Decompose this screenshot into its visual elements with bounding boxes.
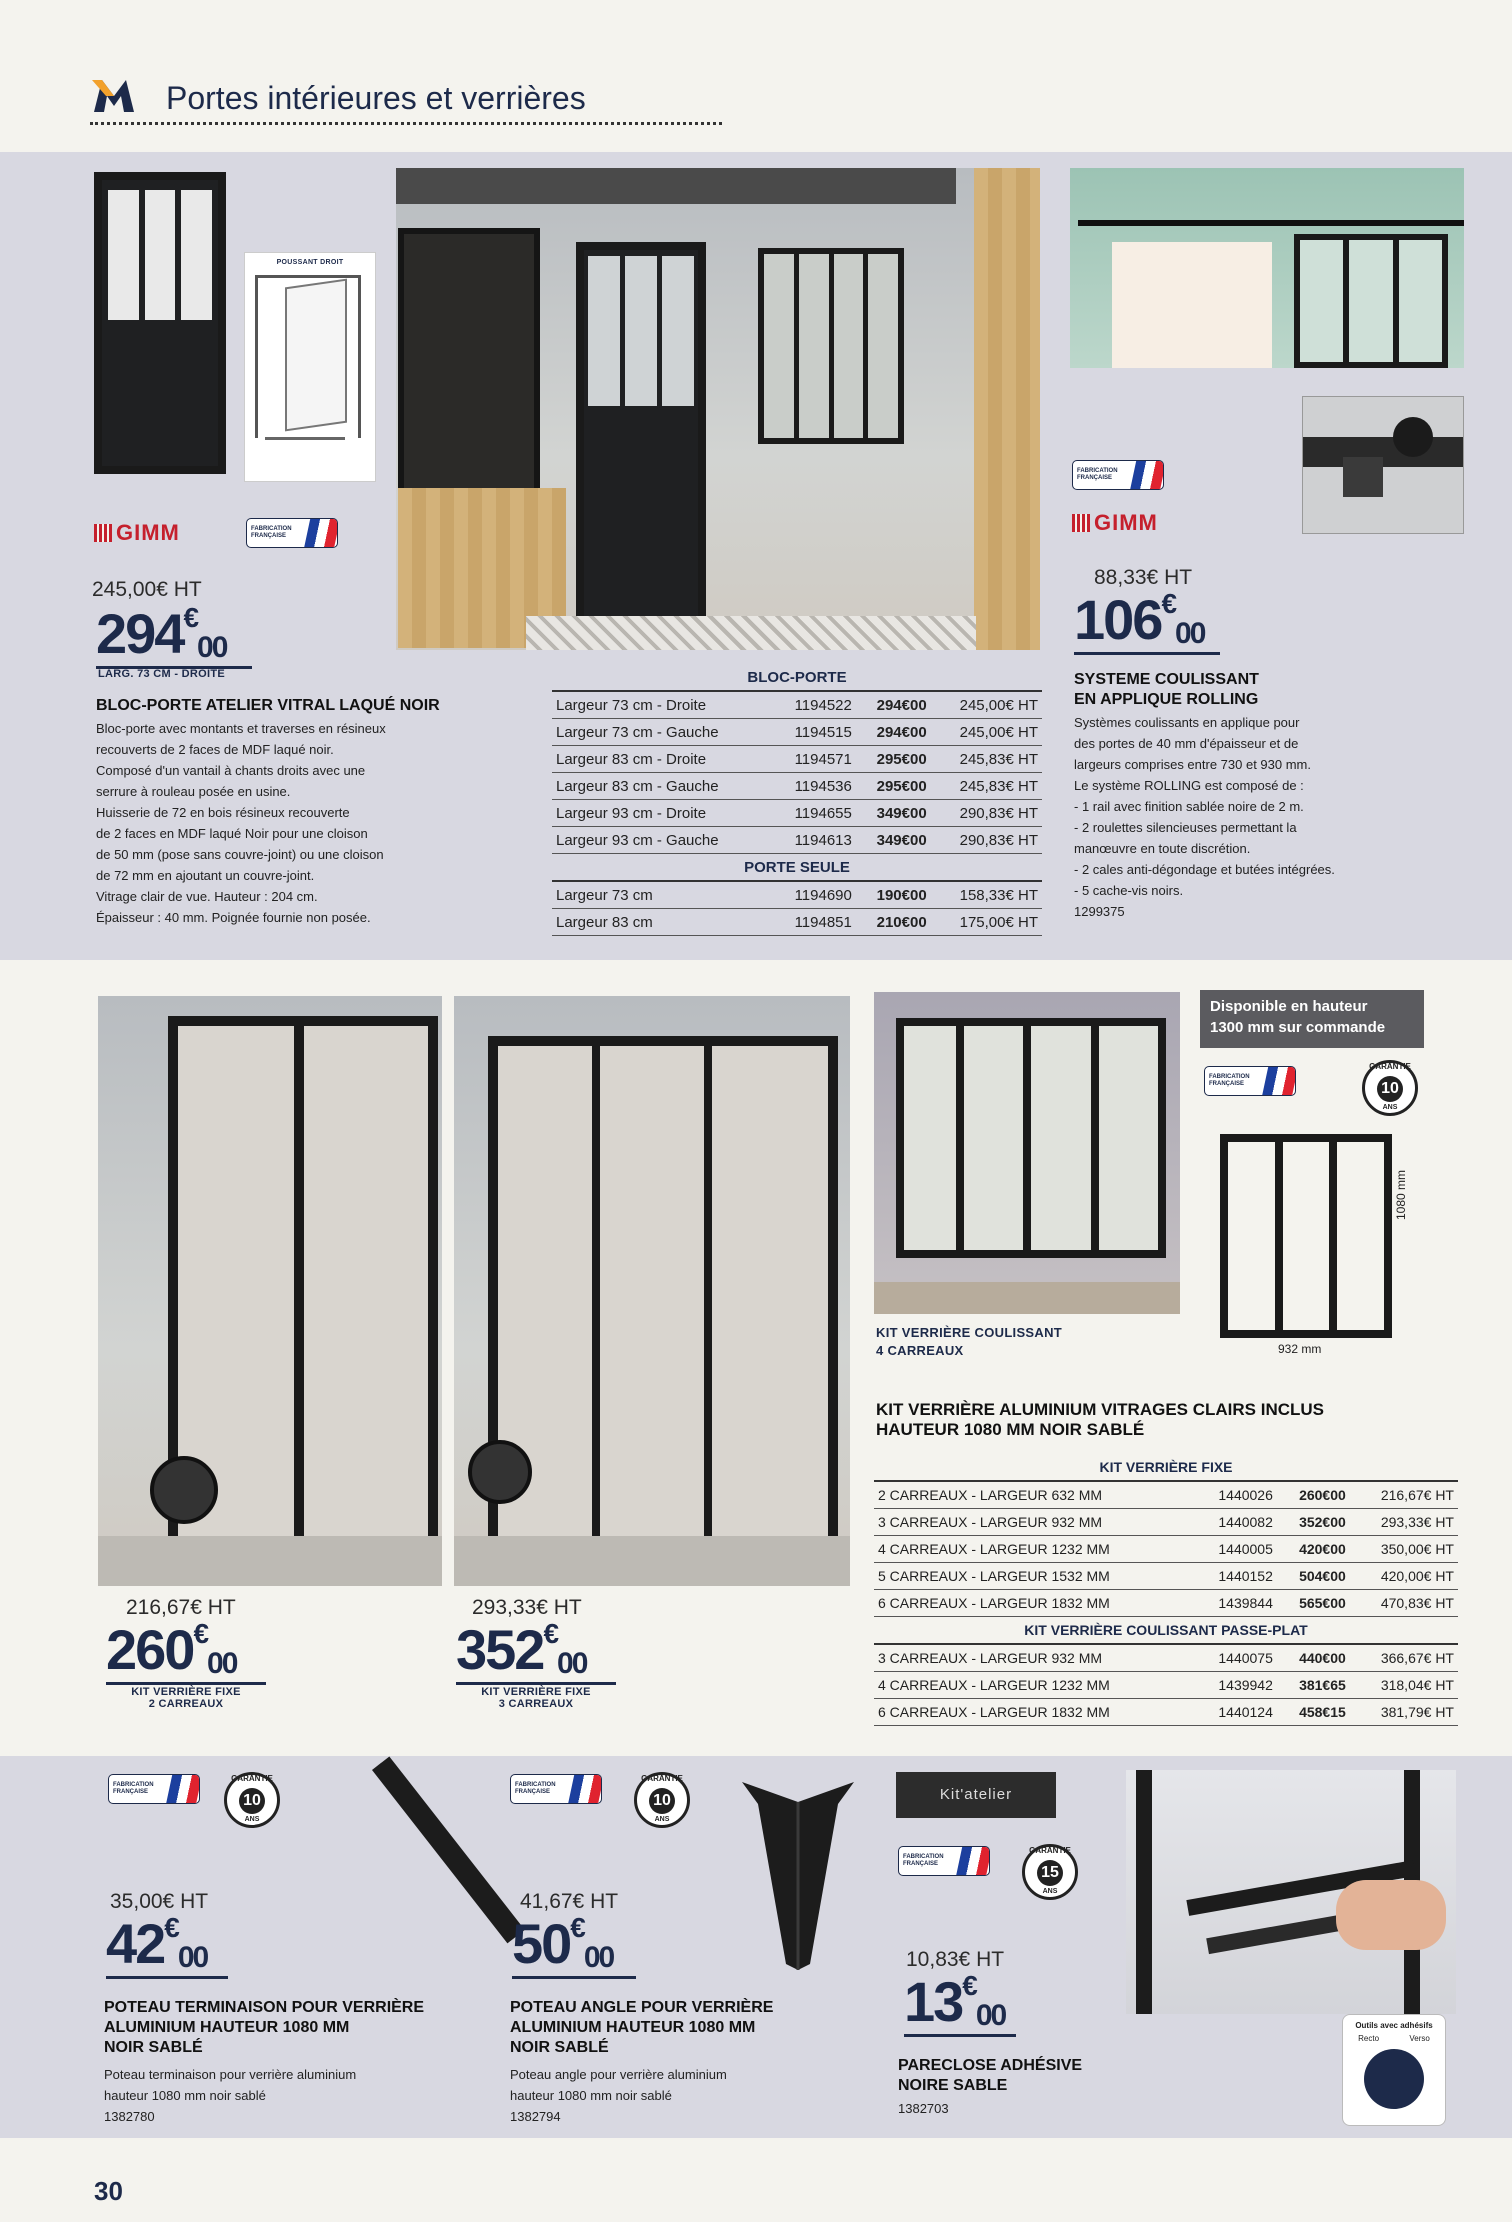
poteau-term-title: POTEAU TERMINAISON POUR VERRIÈRE ALUMINIUM HAUTEUR 1080 MM NOIR SABLÉ (104, 1999, 425, 2056)
row-label: Largeur 83 cm - Gauche (552, 773, 772, 800)
header-divider (90, 122, 722, 125)
row-ref: 1440124 (1194, 1699, 1277, 1726)
pareclose-title: PARECLOSE ADHÉSIVE NOIRE SABLE (898, 2057, 1083, 2094)
table-section-header (552, 664, 1042, 691)
row-ref: 1194851 (772, 909, 856, 936)
row-label: Largeur 73 cm - Gauche (552, 719, 772, 746)
product-description (96, 718, 536, 928)
table-row (552, 881, 1042, 909)
section-title: KIT VERRIÈRE COULISSANT PASSE-PLAT (874, 1617, 1458, 1645)
text-line: - 1 rail avec finition sablée noire de 2 m. (1074, 799, 1304, 814)
row-price-ht: 470,83€ HT (1350, 1590, 1458, 1617)
row-price-ht: 175,00€ HT (931, 909, 1042, 936)
page-title: Portes intérieures et verrières (166, 80, 586, 116)
row-price-ttc: 190€00 (856, 881, 931, 909)
text-line: Bloc-porte avec montants et traverses en résineux (96, 721, 386, 736)
rolling-room-photo (1070, 168, 1464, 368)
row-ref: 1440082 (1194, 1509, 1277, 1536)
text-line: Systèmes coulissants en applique pour (1074, 715, 1300, 730)
poteau-term-desc: Poteau terminaison pour verrière aluminium hauteur 1080 mm noir sablé 1382780 (104, 2067, 357, 2124)
price-ttc-2: 106€00 (1074, 592, 1220, 655)
row-label: 6 CARREAUX - LARGEUR 1832 MM (874, 1590, 1194, 1617)
price-ht-4: 293,33€ HT (472, 1596, 582, 1619)
verriere-table (874, 1454, 1458, 1726)
row-ref: 1440005 (1194, 1536, 1277, 1563)
verriere-3-photo (454, 996, 850, 1586)
text-line: - 2 roulettes silencieuses permettant la (1074, 820, 1297, 835)
product-description-2 (1074, 712, 1484, 922)
row-price-ht: 350,00€ HT (1350, 1536, 1458, 1563)
table-row (552, 909, 1042, 936)
row-ref: 1194536 (772, 773, 856, 800)
row-price-ttc: 294€00 (856, 691, 931, 719)
row-ref: 1194655 (772, 800, 856, 827)
price-ht: 245,00€ HT (92, 578, 202, 601)
price-ht-5: 35,00€ HT (110, 1890, 209, 1913)
table-row (874, 1590, 1458, 1617)
row-ref: 1194690 (772, 881, 856, 909)
row-label: 6 CARREAUX - LARGEUR 1832 MM (874, 1699, 1194, 1726)
table-row (874, 1509, 1458, 1536)
page-number: 30 (94, 2176, 123, 2206)
text-line: Huisserie de 72 en bois résineux recouverte (96, 805, 350, 820)
price-ht-2: 88,33€ HT (1094, 566, 1193, 589)
garantie-10-badge-3: GARANTIE 10 ANS (634, 1772, 690, 1828)
gimm-logo-2: GIMM (1072, 510, 1158, 536)
row-price-ttc: 458€15 (1277, 1699, 1350, 1726)
row-ref: 1439942 (1194, 1672, 1277, 1699)
brand-logo-icon (92, 78, 136, 114)
text-line: - 2 cales anti-dégondage et butées intégrées. (1074, 862, 1335, 877)
row-label: 4 CARREAUX - LARGEUR 1232 MM (874, 1672, 1194, 1699)
row-label: Largeur 73 cm - Droite (552, 691, 772, 719)
table-row (552, 800, 1042, 827)
poteau-angle-image (738, 1774, 858, 1970)
text-line: - 5 cache-vis noirs. (1074, 883, 1184, 898)
text-line: Composé d'un vantail à chants droits avec une (96, 763, 366, 778)
text-line: Le système ROLLING est composé de : (1074, 778, 1304, 793)
row-label: 3 CARREAUX - LARGEUR 932 MM (874, 1509, 1194, 1536)
pareclose-ref: 1382703 (898, 2101, 949, 2116)
row-ref: 1440152 (1194, 1563, 1277, 1590)
table-row (874, 1672, 1458, 1699)
row-label: 2 CARREAUX - LARGEUR 632 MM (874, 1481, 1194, 1509)
row-ref: 1440075 (1194, 1644, 1277, 1672)
price-ttc-7: 13€00 (904, 1974, 1016, 2037)
text-line: manœuvre en toute discrétion. (1074, 841, 1251, 856)
row-label: 3 CARREAUX - LARGEUR 932 MM (874, 1644, 1194, 1672)
row-label: Largeur 93 cm - Gauche (552, 827, 772, 854)
table-row (874, 1699, 1458, 1726)
price-ht-7: 10,83€ HT (906, 1948, 1005, 1971)
garantie-10-badge-2: GARANTIE 10 ANS (224, 1772, 280, 1828)
price-caption: LARG. 73 CM - DROITE (98, 668, 226, 680)
text-line: serrure à rouleau posée en usine. (96, 784, 291, 799)
row-price-ht: 216,67€ HT (1350, 1481, 1458, 1509)
kit-4-carreaux-photo (874, 992, 1180, 1314)
row-price-ttc: 565€00 (1277, 1590, 1350, 1617)
row-price-ttc: 349€00 (856, 800, 931, 827)
row-price-ttc: 260€00 (1277, 1481, 1350, 1509)
row-price-ht: 290,83€ HT (931, 827, 1042, 854)
table-row (552, 719, 1042, 746)
row-label: Largeur 73 cm (552, 881, 772, 909)
table-row (874, 1563, 1458, 1590)
dimension-width: 932 mm (1278, 1342, 1322, 1356)
row-price-ht: 245,83€ HT (931, 773, 1042, 800)
row-ref: 1194522 (772, 691, 856, 719)
text-line: SYSTEME COULISSANT (1074, 671, 1259, 688)
row-label: Largeur 93 cm - Droite (552, 800, 772, 827)
fabrication-francaise-badge-4: FABRICATION FRANÇAISE (108, 1774, 200, 1804)
kit-atelier-logo: Kit'atelier (896, 1772, 1056, 1818)
row-price-ht: 245,00€ HT (931, 691, 1042, 719)
door-product-image (94, 172, 226, 474)
poteau-angle-desc: Poteau angle pour verrière aluminium hauteur 1080 mm noir sablé 1382794 (510, 2067, 727, 2124)
price-ttc: 294€00 (96, 606, 252, 669)
table-row (552, 773, 1042, 800)
row-price-ht: 245,83€ HT (931, 746, 1042, 773)
pareclose-photo (1126, 1770, 1456, 2014)
row-price-ttc: 381€65 (1277, 1672, 1350, 1699)
availability-banner: Disponible en hauteur 1300 mm sur commande (1200, 990, 1424, 1048)
row-label: Largeur 83 cm (552, 909, 772, 936)
row-price-ttc: 349€00 (856, 827, 931, 854)
table-section-header (874, 1617, 1458, 1645)
verriere-title: KIT VERRIÈRE ALUMINIUM VITRAGES CLAIRS INCLUS HAUTEUR 1080 MM NOIR SABLÉ (876, 1400, 1324, 1439)
bloc-porte-room-photo (396, 168, 1040, 650)
fabrication-francaise-badge-2: FABRICATION FRANÇAISE (1072, 460, 1164, 490)
text-line: de 2 faces en MDF laqué Noir pour une cloison (96, 826, 368, 841)
row-ref: 1194613 (772, 827, 856, 854)
row-ref: 1194571 (772, 746, 856, 773)
row-price-ttc: 210€00 (856, 909, 931, 936)
row-price-ttc: 294€00 (856, 719, 931, 746)
caption-verriere-2: KIT VERRIÈRE FIXE 2 CARREAUX (131, 1686, 241, 1710)
row-price-ht: 366,67€ HT (1350, 1644, 1458, 1672)
row-price-ht: 158,33€ HT (931, 881, 1042, 909)
recto-verso-sticker: Outils avec adhésifs Recto Verso (1342, 2014, 1446, 2126)
verriere-dimension-diagram (1220, 1134, 1392, 1338)
row-label: 4 CARREAUX - LARGEUR 1232 MM (874, 1536, 1194, 1563)
garantie-15-badge: GARANTIE 15 ANS (1022, 1844, 1078, 1900)
table-row (552, 746, 1042, 773)
price-ttc-3: 260€00 (106, 1622, 266, 1685)
row-label: 5 CARREAUX - LARGEUR 1532 MM (874, 1563, 1194, 1590)
section-title: KIT VERRIÈRE FIXE (874, 1454, 1458, 1481)
product-title-2 (1074, 670, 1259, 710)
price-ttc-4: 352€00 (456, 1622, 616, 1685)
row-price-ht: 318,04€ HT (1350, 1672, 1458, 1699)
row-price-ttc: 295€00 (856, 773, 931, 800)
product-title: BLOC-PORTE ATELIER VITRAL LAQUÉ NOIR (96, 697, 440, 714)
row-price-ttc: 504€00 (1277, 1563, 1350, 1590)
price-ht-6: 41,67€ HT (520, 1890, 619, 1913)
rolling-detail-photo (1302, 396, 1464, 534)
section-title: PORTE SEULE (552, 854, 1042, 882)
price-ht-3: 216,67€ HT (126, 1596, 236, 1619)
text-line: Épaisseur : 40 mm. Poignée fournie non posée. (96, 910, 371, 925)
bloc-porte-table (552, 664, 1042, 936)
text-line: de 50 mm (pose sans couvre-joint) ou une cloison (96, 847, 384, 862)
price-ttc-6: 50€00 (512, 1916, 636, 1979)
garantie-10-badge: GARANTIE 10 ANS (1362, 1060, 1418, 1116)
text-line: des portes de 40 mm d'épaisseur et de (1074, 736, 1299, 751)
table-section-header (874, 1454, 1458, 1481)
row-price-ht: 290,83€ HT (931, 800, 1042, 827)
fabrication-francaise-badge-3: FABRICATION FRANÇAISE (1204, 1066, 1296, 1096)
gimm-logo: GIMM (94, 520, 180, 546)
row-price-ttc: 352€00 (1277, 1509, 1350, 1536)
table-row (874, 1536, 1458, 1563)
table-section-header (552, 854, 1042, 882)
table-row (552, 827, 1042, 854)
verriere-2-photo (98, 996, 442, 1586)
row-ref: 1194515 (772, 719, 856, 746)
row-price-ttc: 295€00 (856, 746, 931, 773)
fabrication-francaise-badge-5: FABRICATION FRANÇAISE (510, 1774, 602, 1804)
table-row (552, 691, 1042, 719)
row-price-ht: 420,00€ HT (1350, 1563, 1458, 1590)
poteau-angle-title: POTEAU ANGLE POUR VERRIÈRE ALUMINIUM HAUTEUR 1080 MM NOIR SABLÉ (510, 1999, 774, 2056)
table-row (874, 1644, 1458, 1672)
product-ref: 1299375 (1074, 904, 1125, 919)
fabrication-francaise-badge: FABRICATION FRANÇAISE (246, 518, 338, 548)
price-ttc-5: 42€00 (106, 1916, 228, 1979)
opening-diagram (244, 252, 376, 482)
text-line: largeurs comprises entre 730 et 930 mm. (1074, 757, 1311, 772)
row-price-ttc: 440€00 (1277, 1644, 1350, 1672)
table-row (874, 1481, 1458, 1509)
row-ref: 1440026 (1194, 1481, 1277, 1509)
dimension-height: 1080 mm (1394, 1169, 1408, 1220)
text-line: de 72 mm en ajoutant un couvre-joint. (96, 868, 315, 883)
row-price-ht: 293,33€ HT (1350, 1509, 1458, 1536)
row-label: Largeur 83 cm - Droite (552, 746, 772, 773)
fabrication-francaise-badge-6: FABRICATION FRANÇAISE (898, 1846, 990, 1876)
kit-4-caption: KIT VERRIÈRE COULISSANT 4 CARREAUX (876, 1325, 1063, 1358)
row-ref: 1439844 (1194, 1590, 1277, 1617)
row-price-ht: 381,79€ HT (1350, 1699, 1458, 1726)
row-price-ttc: 420€00 (1277, 1536, 1350, 1563)
caption-verriere-3: KIT VERRIÈRE FIXE 3 CARREAUX (481, 1686, 591, 1710)
diagram-label: POUSSANT DROIT (276, 259, 344, 266)
text-line: Vitrage clair de vue. Hauteur : 204 cm. (96, 889, 318, 904)
row-price-ht: 245,00€ HT (931, 719, 1042, 746)
text-line: EN APPLIQUE ROLLING (1074, 691, 1259, 708)
section-title: BLOC-PORTE (552, 664, 1042, 691)
text-line: recouverts de 2 faces de MDF laqué noir. (96, 742, 334, 757)
